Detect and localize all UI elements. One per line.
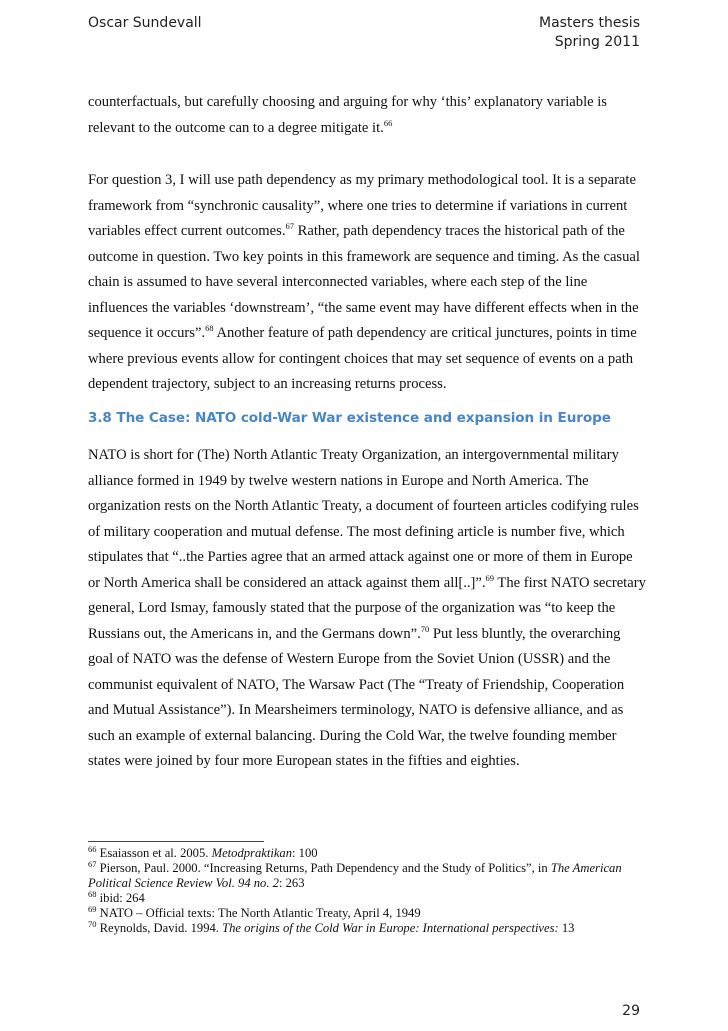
paragraph-3	[88, 443, 648, 775]
footnote-ref-67: 67	[285, 221, 294, 231]
footnote-ref-66: 66	[383, 117, 393, 128]
paragraph-2-part-1: For question 3, I will use path dependency as my primary methodological tool. It is a separate framework from “synchronic causality”, where one tries to determine if variations in current variables effect current outcomes.	[88, 172, 636, 239]
footnote-69: $^{69}$ NATO – Official texts: The North Atlantic Treaty, April 4, 1949	[88, 904, 421, 920]
header-author: Oscar Sundevall	[88, 15, 202, 31]
footnote-67: $^{67}$ Pierson, Paul. 2000. “Increasing Returns, Path Dependency and the Study of Politics”, in The American Political Science Review Vol. 94 no. 2: 263	[88, 859, 622, 890]
paragraph-1	[88, 90, 648, 141]
paragraph-3-part-2: The first NATO secretary general, Lord Ismay, famously stated that the purpose of the organization was “to keep the Russians out, the Americans in, and the Germans down”.	[88, 574, 646, 642]
paragraph-2-part-2: Rather, path dependency traces the historical path of the outcome in question. Two key points in this framework are sequence and timing. As the casual chain is assumed to have several interconnected variables, where each step of the line influences the variables ‘downstream’, “the same event may have different effects when in the sequence it occurs”.	[88, 223, 640, 341]
footnote-number: 70	[88, 919, 97, 929]
paragraph-1-text: counterfactuals, but carefully choosing and arguing for why ‘this’ explanatory variable is relevant to the outcome can to a degree mitigate it.	[88, 94, 607, 136]
footnote-68: $^{68}$ ibid: 264	[88, 889, 145, 905]
footnote-number: 66	[88, 844, 97, 854]
footnote-66: $^{66}$ Esaiasson et al. 2005. Metodpraktikan: 100	[88, 844, 318, 860]
footnote-ref-68: 68	[205, 323, 214, 333]
paragraph-3-part-1: NATO is short for (The) North Atlantic Treaty Organization, an intergovernmental military alliance formed in 1949 by twelve western nations in Europe and North America. The organization rests on the North Atlantic Treaty, a document of fourteen articles codifying rules of military cooperation and mutual defense. The most defining article is number five, which stipulates that “..the Parties agree that an armed attack against one or more of them in Europe or North America shall be considered an attack against them all[..]”.	[88, 447, 639, 591]
footnotes	[88, 846, 648, 936]
paragraph-2	[88, 168, 648, 398]
section-heading: 3.8 The Case: NATO cold-War War existence and expansion in Europe	[88, 410, 611, 426]
footnote-ref-69: 69	[485, 572, 495, 583]
footnote-70: $^{70}$ Reynolds, David. 1994. The origins of the Cold War in Europe: International perspectives: 13	[88, 919, 575, 935]
paragraph-2-part-3: Another feature of path dependency are critical junctures, points in time where previous events allow for contingent choices that may set sequence of events on a path dependent trajectory, subject to an increasing returns process.	[88, 325, 637, 392]
paragraph-3-part-3: Put less bluntly, the overarching goal of NATO was the defense of Western Europe from the Soviet Union (USSR) and the communist equivalent of NATO, The Warsaw Pact (The “Treaty of Friendship, Cooperation and Mutual Assistance”). In Mearsheimers terminology, NATO is defensive alliance, and as such an example of external balancing. During the Cold War, the twelve founding member states were joined by four more European states in the fifties and eighties.	[88, 625, 625, 769]
footnote-number: 68	[88, 889, 97, 899]
header-doc-type: Masters thesis	[538, 15, 640, 31]
footnote-separator	[88, 841, 264, 842]
footnote-number: 67	[88, 859, 97, 869]
page-number: 29	[622, 1003, 640, 1019]
footnote-number: 69	[88, 904, 97, 914]
header-right	[539, 14, 640, 52]
footnote-ref-70: 70	[420, 623, 430, 634]
header-term: Spring 2011	[554, 34, 640, 50]
